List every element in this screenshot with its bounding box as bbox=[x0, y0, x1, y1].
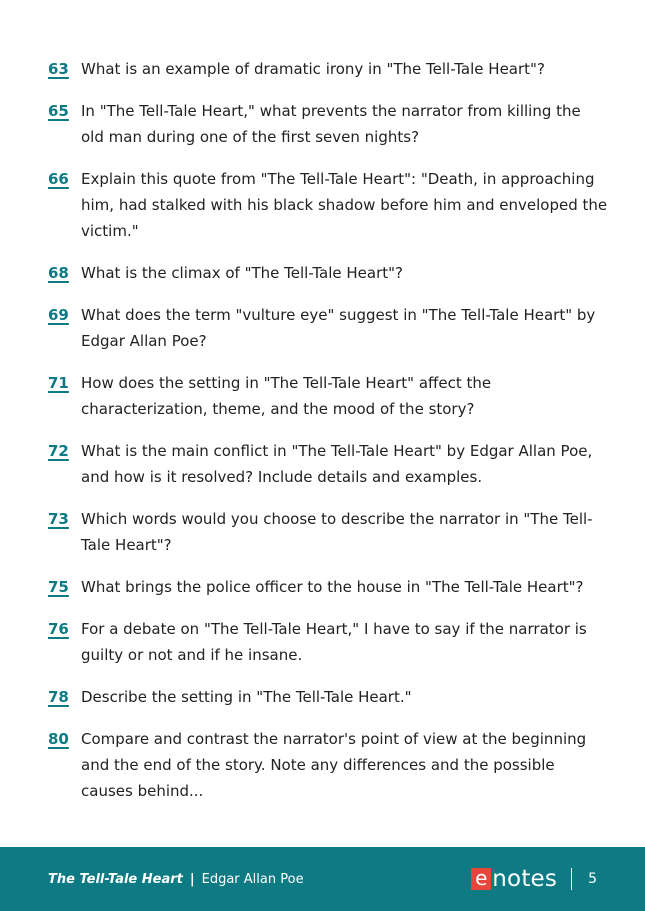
question-number-link[interactable]: 80 bbox=[48, 730, 69, 748]
question-item bbox=[48, 370, 608, 422]
page-footer bbox=[0, 847, 645, 911]
footer-author: Edgar Allan Poe bbox=[201, 871, 304, 887]
question-item bbox=[48, 726, 608, 804]
question-number-link[interactable]: 65 bbox=[48, 102, 69, 120]
question-item bbox=[48, 260, 608, 286]
question-item bbox=[48, 166, 608, 244]
question-number-link[interactable]: 76 bbox=[48, 620, 69, 638]
enotes-logo[interactable] bbox=[471, 866, 557, 892]
question-text: What is the main conflict in "The Tell-Tale Heart" by Edgar Allan Poe, and how is it resolved? Include details and examples. bbox=[81, 442, 593, 486]
question-text: What brings the police officer to the house in "The Tell-Tale Heart"? bbox=[81, 578, 584, 596]
question-item bbox=[48, 56, 608, 82]
question-text: What is the climax of "The Tell-Tale Heart"? bbox=[81, 264, 403, 282]
question-text: What is an example of dramatic irony in "The Tell-Tale Heart"? bbox=[81, 60, 545, 78]
question-number-link[interactable]: 68 bbox=[48, 264, 69, 282]
question-item bbox=[48, 438, 608, 490]
question-text: What does the term "vulture eye" suggest in "The Tell-Tale Heart" by Edgar Allan Poe? bbox=[81, 306, 596, 350]
question-text: Which words would you choose to describe the narrator in "The Tell-Tale Heart"? bbox=[81, 510, 593, 554]
question-item bbox=[48, 302, 608, 354]
enotes-logo-e-icon: e bbox=[471, 868, 491, 890]
question-item bbox=[48, 684, 608, 710]
footer-separator: | bbox=[189, 871, 195, 887]
page-number: 5 bbox=[588, 871, 597, 887]
question-text: How does the setting in "The Tell-Tale Heart" affect the characterization, theme, and the mood of the story? bbox=[81, 374, 492, 418]
question-item bbox=[48, 506, 608, 558]
question-number-link[interactable]: 72 bbox=[48, 442, 69, 460]
question-text: For a debate on "The Tell-Tale Heart," I have to say if the narrator is guilty or not and if he insane. bbox=[81, 620, 587, 664]
question-item bbox=[48, 616, 608, 668]
question-item bbox=[48, 98, 608, 150]
footer-book-title: The Tell-Tale Heart bbox=[48, 871, 183, 887]
footer-branding bbox=[471, 847, 597, 911]
question-text: Explain this quote from "The Tell-Tale Heart": "Death, in approaching him, had stalked with his black shadow before him and enveloped the victim." bbox=[81, 170, 608, 240]
question-item bbox=[48, 574, 608, 600]
question-number-link[interactable]: 69 bbox=[48, 306, 69, 324]
question-number-link[interactable]: 78 bbox=[48, 688, 69, 706]
question-number-link[interactable]: 75 bbox=[48, 578, 69, 596]
question-number-link[interactable]: 71 bbox=[48, 374, 69, 392]
enotes-logo-text: notes bbox=[492, 866, 558, 892]
question-number-link[interactable]: 63 bbox=[48, 60, 69, 78]
question-list bbox=[48, 56, 608, 820]
question-number-link[interactable]: 66 bbox=[48, 170, 69, 188]
footer-divider bbox=[571, 868, 572, 890]
question-text: Compare and contrast the narrator's point of view at the beginning and the end of the story. Note any differences and the possible causes behind... bbox=[81, 730, 587, 800]
question-number-link[interactable]: 73 bbox=[48, 510, 69, 528]
question-text: In "The Tell-Tale Heart," what prevents the narrator from killing the old man during one of the first seven nights? bbox=[81, 102, 581, 146]
footer-book-info bbox=[48, 847, 304, 911]
question-text: Describe the setting in "The Tell-Tale Heart." bbox=[81, 688, 412, 706]
